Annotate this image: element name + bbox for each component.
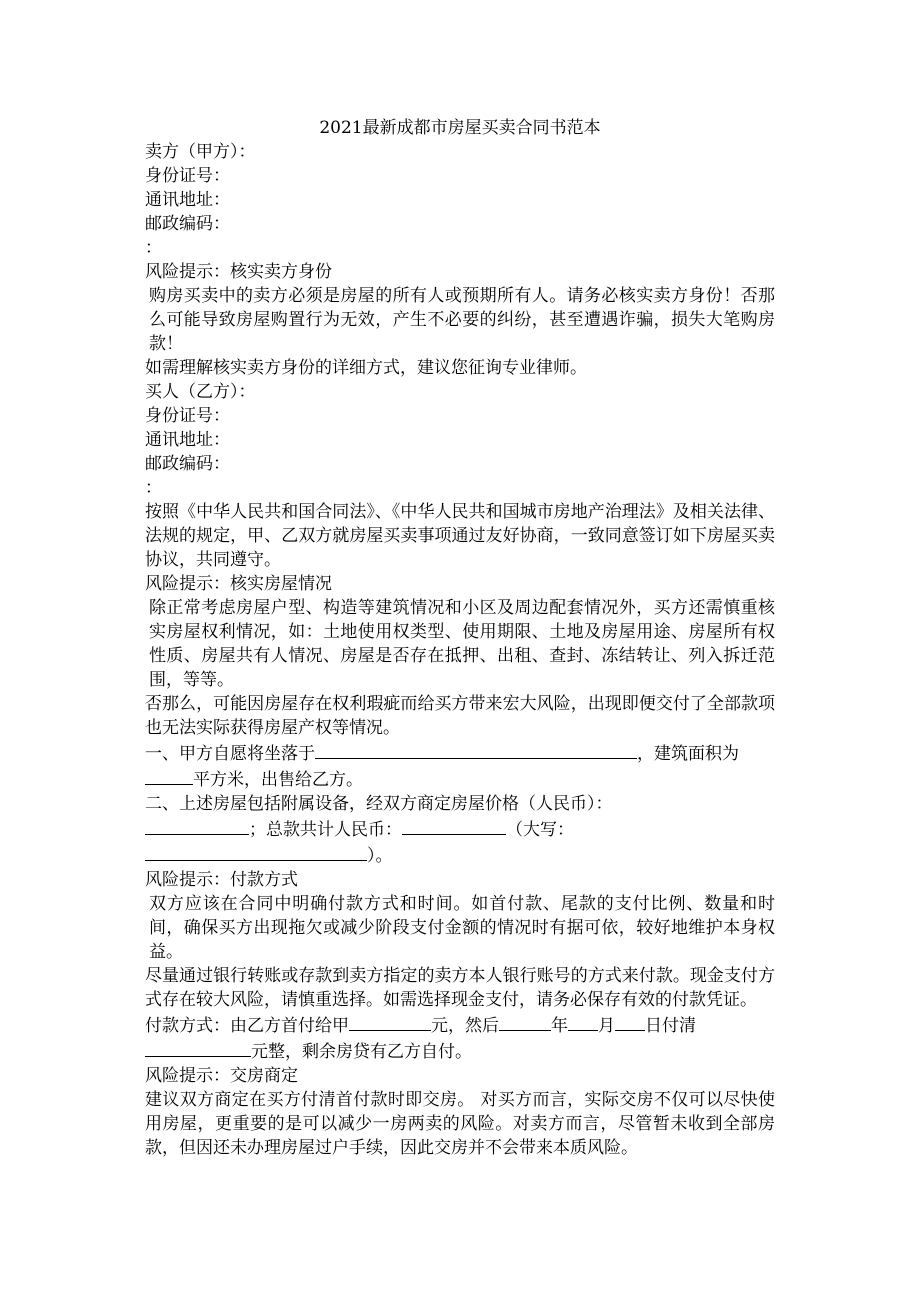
seller-id-label: 身份证号： <box>145 166 230 186</box>
risk-text-property-consequence: 否那么，可能因房屋存在权利瑕疵而给买方带来宏大风险，出现即便交付了全部款项也无法实际获得房屋产权等情况。 <box>145 694 775 738</box>
seller-zip-label: 邮政编码： <box>145 214 230 234</box>
risk-text-property-check: 除正常考虑房屋户型、构造等建筑情况和小区及周边配套情况外，买方还需慎重核实房屋权利情况，如：土地使用权类型、使用期限、土地及房屋用途、房屋所有权性质、房屋共有人情况、房屋是否存在抵押、出租、查封、冻结转让、列入拆迁范围，等等。 <box>149 598 775 690</box>
clause-1-text-b: ，建筑面积为 <box>637 744 739 764</box>
risk-title-seller-identity: 风险提示：核实卖方身份 <box>145 262 332 282</box>
clause-2-text-d: ）。 <box>367 846 393 866</box>
risk-title-property-check: 风险提示：核实房屋情况 <box>145 574 332 594</box>
payment-text-c: 年 <box>551 1016 568 1036</box>
property-area-blank <box>145 766 193 785</box>
seller-label: 卖方（甲方）： <box>145 142 256 162</box>
clause-1-text-c: 平方米，出售给乙方。 <box>193 770 363 790</box>
risk-text-payment: 双方应该在合同中明确付款方式和时间。如首付款、尾款的支付比例、数量和时间，确保买方出现拖欠或减少阶段支付金额的情况时有据可依，较好地维护本身权益。 <box>149 894 775 962</box>
day-blank <box>615 1012 645 1031</box>
payment-text-b: 元，然后 <box>431 1016 499 1036</box>
property-location-blank <box>315 740 637 759</box>
seller-colon: ： <box>145 238 162 258</box>
month-blank <box>568 1012 598 1031</box>
down-payment-blank <box>349 1012 431 1031</box>
contract-intro: 按照《中华人民共和国合同法》、《中华人民共和国城市房地产治理法》及相关法律、法规的规定，甲、乙双方就房屋买卖事项通过友好协商，一致同意签订如下房屋买卖协议，共同遵守。 <box>145 502 775 570</box>
total-price-uppercase-blank <box>145 842 367 861</box>
buyer-zip-label: 邮政编码： <box>145 454 230 474</box>
contract-document <box>145 116 775 1160</box>
payment-text-a: 付款方式：由乙方首付给甲 <box>145 1016 349 1036</box>
seller-address-label: 通讯地址： <box>145 190 230 210</box>
risk-text-payment-bank: 尽量通过银行转账或存款到卖方指定的卖方本人银行账号的方式来付款。现金支付方式存在较大风险，请慎重选择。如需选择现金支付，请务必保存有效的付款凭证。 <box>145 966 775 1010</box>
year-blank <box>499 1012 551 1031</box>
document-title: 2021最新成都市房屋买卖合同书范本 <box>319 118 601 138</box>
clause-2-text-c: （大写： <box>506 820 574 840</box>
price-blank <box>145 816 249 835</box>
payment-text-f: 元整，剩余房贷有乙方自付。 <box>251 1042 472 1062</box>
clause-1-text-a: 一、甲方自愿将坐落于 <box>145 744 315 764</box>
payment-terms <box>145 1012 775 1064</box>
risk-text-seller-identity: 购房买卖中的卖方必须是房屋的所有人或预期所有人。请务必核实卖方身份！否那么可能导致房屋购置行为无效，产生不必要的纠纷，甚至遭遇诈骗，损失大笔购房款！ <box>149 286 775 354</box>
payment-text-d: 月 <box>598 1016 615 1036</box>
payment-text-e: 日付清 <box>645 1016 696 1036</box>
buyer-colon: ： <box>145 478 162 498</box>
buyer-label: 买人（乙方）： <box>145 382 256 402</box>
risk-advice-lawyer: 如需理解核实卖方身份的详细方式，建议您征询专业律师。 <box>145 358 587 378</box>
clause-2-text-b: ；总款共计人民币： <box>249 820 402 840</box>
risk-title-handover: 风险提示：交房商定 <box>145 1066 298 1086</box>
risk-text-handover: 建议双方商定在买方付清首付款时即交房。 对买方而言，实际交房不仅可以尽快使用房屋，更重要的是可以减少一房两卖的风险。对卖方而言，尽管暂未收到全部房款，但因还未办理房屋过户手续，因此交房并不会带来本质风险。 <box>145 1090 775 1158</box>
balance-amount-blank <box>145 1038 251 1057</box>
buyer-id-label: 身份证号： <box>145 406 230 426</box>
clause-2-text-a: 二、上述房屋包括附属设备，经双方商定房屋价格（人民币）： <box>145 794 613 814</box>
risk-title-payment: 风险提示：付款方式 <box>145 870 298 890</box>
total-price-blank <box>402 816 506 835</box>
clause-2 <box>145 792 775 868</box>
buyer-address-label: 通讯地址： <box>145 430 230 450</box>
clause-1 <box>145 740 775 792</box>
